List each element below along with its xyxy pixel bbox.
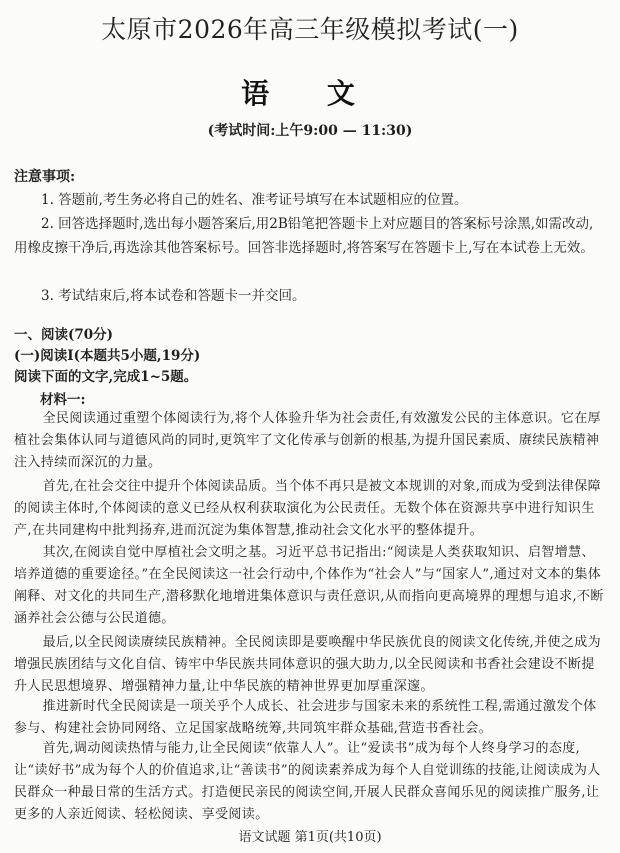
exam-title: 太原市2026年高三年级模拟考试(一): [101, 15, 519, 44]
reading-paragraph: 推进新时代全民阅读是一项关乎个人成长、社会进步与国家未来的系统性工程,需通过激发个体参与、构建社会协同网络、立足国家战略统筹,共同筑牢群众基础,营造书香社会。: [14, 699, 597, 736]
notice-heading: 注意事项:: [14, 169, 76, 185]
reading-paragraph: 最后,以全民阅读赓续民族精神。全民阅读即是要唤醒中华民族优良的阅读文化传统,并使之成为增强民族团结与文化自信、铸牢中华民族共同体意识的强大助力,以全民阅读和书香社会建设不断提升人民思想境界、增强精神力量,让中华民族的精神世界更加厚重深邃。: [14, 635, 602, 694]
reading-instruction: 阅读下面的文字,完成1~5题。: [14, 369, 198, 385]
notice-item: 1. 答题前,考生务必将自己的姓名、准考证号填写在本试题相应的位置。: [41, 192, 468, 208]
notice-item: 3. 考试结束后,将本试卷和答题卡一并交回。: [41, 288, 306, 304]
reading-paragraph: 首先,在社会交往中提升个体阅读品质。当个体不再只是被文本规训的对象,而成为受到法律保障的阅读主体时,个体阅读的意义已经从权利获取演化为公民责任。无数个体在资源共享中进行知识生产,在共同建构中批判扬弃,进而沉淀为集体智慧,推动社会文化水平的整体提升。: [14, 479, 602, 538]
reading-paragraph: 全民阅读通过重塑个体阅读行为,将个人体验升华为社会责任,有效激发公民的主体意识。它在厚植社会集体认同与道德风尚的同时,更筑牢了文化传承与创新的根基,为提升国民素质、赓续民族精神注入持续而深沉的力量。: [14, 411, 602, 470]
section-subpart-heading: (一)阅读Ⅰ(本题共5小题,19分): [14, 348, 201, 364]
exam-time: (考试时间:上午9:00 — 11:30): [207, 123, 413, 139]
section-part-heading: 一、阅读(70分): [14, 327, 114, 343]
reading-paragraph: 其次,在阅读自觉中厚植社会文明之基。习近平总书记指出:“阅读是人类获取知识、启智增慧、培养道德的重要途径。”在全民阅读这一社会行动中,个体作为“社会人”与“国家人”,通过对文本的集体阐释、对文化的共同生产,潜移默化地增进集体意识与责任意识,从而指向更高境界的理想与追求,不断涵养社会公德与公民道德。: [14, 545, 604, 626]
notice-item: 2. 回答选择题时,选出每小题答案后,用2B铅笔把答题卡上对应题目的答案标号涂黑,如需改动,用橡皮擦干净后,再选涂其他答案标号。回答非选择题时,将答案写在答题卡上,写在本试卷上无效。: [14, 216, 594, 256]
subject-title: 语 文: [241, 77, 379, 110]
material-label: 材料一:: [40, 392, 86, 408]
reading-paragraph: 首先,调动阅读热情与能力,让全民阅读“依靠人人”。让“爱读书”成为每个人终身学习的态度,让“读好书”成为每个人的价值追求,让“善读书”的阅读素养成为每个人自觉训练的技能,让阅读成为人民群众一种最日常的生活方式。打造便民亲民的阅读空间,开展人民群众喜闻乐见的阅读推广服务,让更多的人亲近阅读、轻松阅读、享受阅读。: [14, 741, 601, 822]
page-footer: 语文试题 第1页(共10页): [238, 830, 382, 845]
